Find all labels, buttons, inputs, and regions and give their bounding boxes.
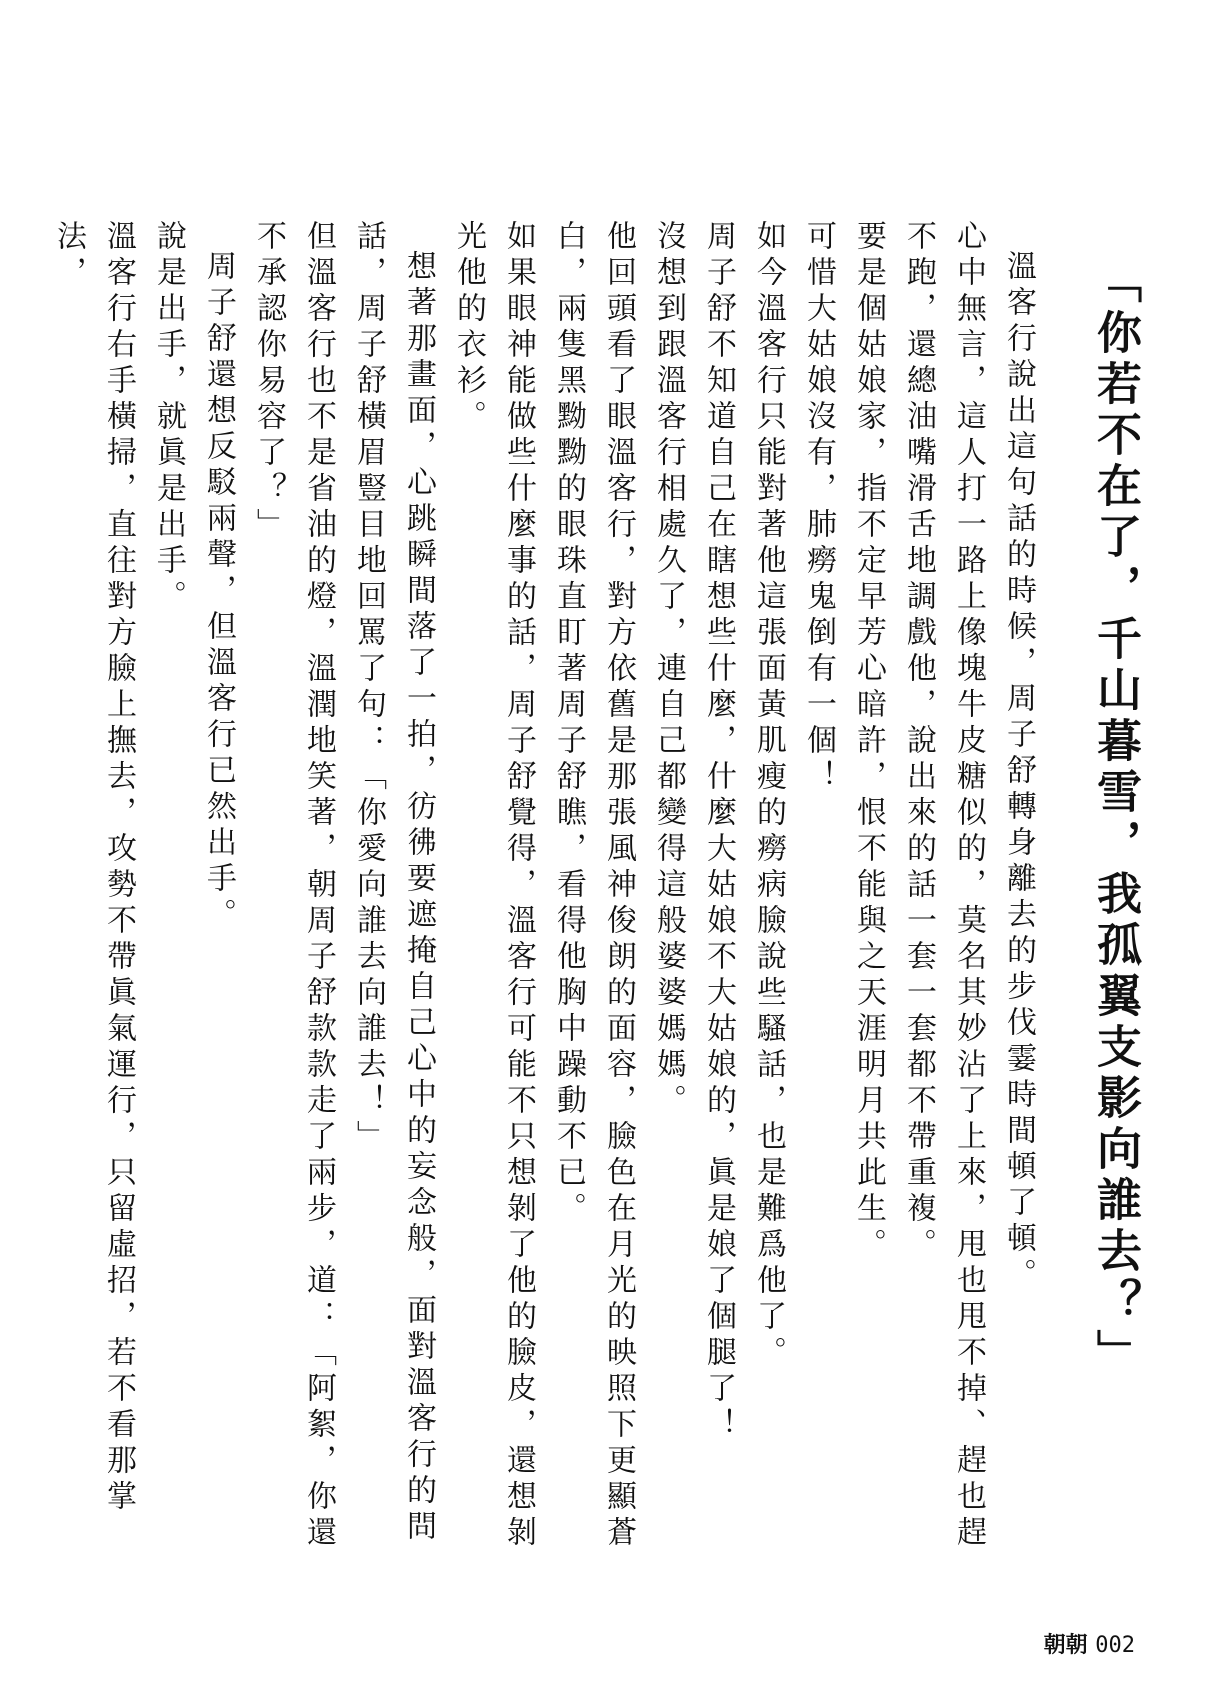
paragraph: 心中無言，這人打一路上像塊牛皮糖似的，莫名其妙沾了上來，甩也甩不掉、趕也趕不跑，還總油嘴滑舌地調戲他，說出來的話一套一套都不帶重複。 bbox=[901, 220, 986, 1552]
body-text bbox=[51, 220, 1043, 1560]
paragraph: 如果眼神能做些什麼事的話，周子舒覺得，溫客行可能不只想剝了他的臉皮，還想剝光他的衣衫。 bbox=[451, 220, 536, 1552]
paragraph: 溫客行右手橫掃，直往對方臉上撫去，攻勢不帶眞氣運行，只留虛招，若不看那掌法， bbox=[51, 220, 136, 1516]
paragraph: 要是個姑娘家，指不定早芳心暗許，恨不能與之天涯明月共此生。 bbox=[851, 220, 886, 1264]
book-title: 朝朝 bbox=[1043, 1632, 1088, 1658]
paragraph: 如今溫客行只能對著他這張面黃肌瘦的癆病臉說些騷話，也是難爲他了。 bbox=[751, 220, 786, 1372]
page-footer bbox=[1044, 1628, 1135, 1659]
paragraph: 想著那畫面，心跳瞬間落了一拍，彷彿要遮掩自己心中的妄念般，面對溫客行的問話，周子舒橫眉豎目地回罵了句：「你愛向誰去向誰去！」 bbox=[351, 220, 436, 1546]
paragraph: 但溫客行也不是省油的燈，溫潤地笑著，朝周子舒款款走了兩步，道：「阿絮，你還不承認你易容了？」 bbox=[251, 220, 336, 1552]
paragraph: 說是出手，就眞是出手。 bbox=[151, 220, 186, 616]
page-number: 002 bbox=[1095, 1633, 1135, 1658]
paragraph: 周子舒還想反駁兩聲，但溫客行已然出手。 bbox=[201, 250, 236, 934]
paragraph: 溫客行說出這句話的時候，周子舒轉身離去的步伐霎時間頓了頓。 bbox=[1001, 250, 1036, 1294]
paragraph: 可惜大姑娘沒有，肺癆鬼倒有一個！ bbox=[801, 220, 836, 796]
paragraph: 他回頭看了眼溫客行，對方依舊是那張風神俊朗的面容，臉色在月光的映照下更顯蒼白，兩隻黑黝黝的眼珠直盯著周子舒瞧，看得他胸中躁動不已。 bbox=[551, 220, 636, 1552]
epigraph: 「你若不在了，千山暮雪，我孤翼支影向誰去？」 bbox=[1089, 258, 1142, 1380]
paragraph: 周子舒不知道自己在瞎想些什麼，什麼大姑娘不大姑娘的，眞是娘了個腿了！ bbox=[701, 220, 736, 1444]
paragraph: 沒想到跟溫客行相處久了，連自己都變得這般婆婆媽媽。 bbox=[651, 220, 686, 1120]
